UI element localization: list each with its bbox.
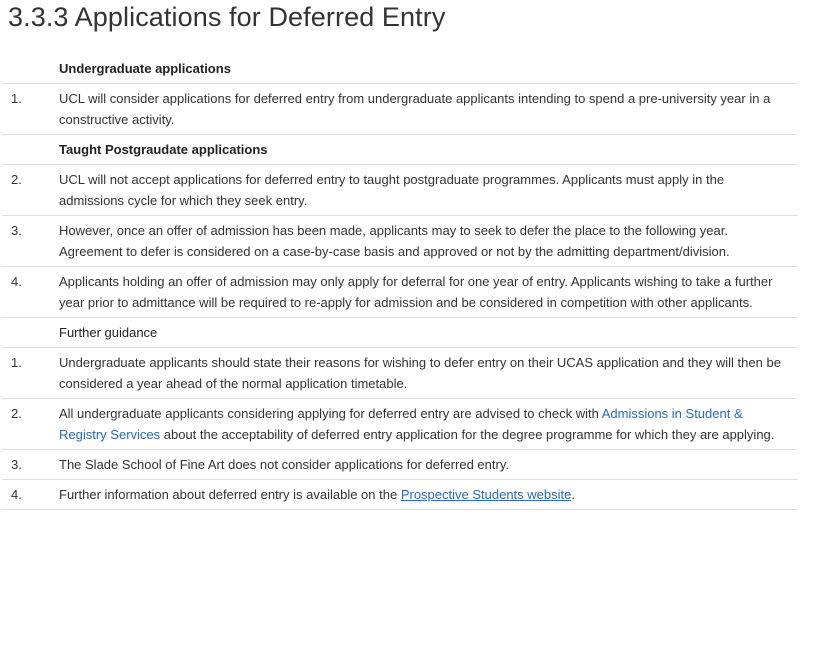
row-text-after: . xyxy=(571,487,575,502)
page-title: 3.3.3 Applications for Deferred Entry xyxy=(8,2,446,32)
row-text: The Slade School of Fine Art does not consider applications for deferred entry. xyxy=(59,450,797,480)
row-text: Applicants holding an offer of admission may only apply for deferral for one year of entry. Applicants wishing to take a further year prior to admittance will be required to re-apply for admission and be considered in competition with other applicants. xyxy=(59,267,797,318)
row-number-empty xyxy=(2,54,59,84)
row-text: UCL will consider applications for deferred entry from undergraduate applicants intending to spend a pre-university year in a constructive activity. xyxy=(59,84,797,135)
row-number: 4. xyxy=(2,480,59,510)
row-text xyxy=(59,480,797,510)
row-text-before: Further information about deferred entry is available on the xyxy=(59,487,401,502)
section-heading-undergraduate: Undergraduate applications xyxy=(59,54,797,84)
row-number-empty xyxy=(2,318,59,348)
row-text: However, once an offer of admission has been made, applicants may to seek to defer the place to the following year. Agreement to defer is considered on a case-by-case basis and approved or not by the admitting department/division. xyxy=(59,216,797,267)
prospective-students-link[interactable]: Prospective Students website xyxy=(400,487,572,502)
table-row xyxy=(2,216,797,267)
table-row xyxy=(2,267,797,318)
row-text-after: about the acceptability of deferred entry application for the degree programme for which they are applying. xyxy=(160,427,775,442)
row-number: 3. xyxy=(2,450,59,480)
row-text: Undergraduate applicants should state their reasons for wishing to defer entry on their UCAS application and they will then be considered a year ahead of the normal application timetable. xyxy=(59,348,797,399)
row-text: UCL will not accept applications for deferred entry to taught postgraduate programmes. Applicants must apply in the admissions cycle for which they seek entry. xyxy=(59,165,797,216)
row-number: 1. xyxy=(2,84,59,135)
table-row xyxy=(2,84,797,135)
table-row xyxy=(2,450,797,480)
table-row xyxy=(2,348,797,399)
row-text-before: All undergraduate applicants considering applying for deferred entry are advised to check with xyxy=(59,406,602,421)
section-heading-further-guidance: Further guidance xyxy=(59,318,797,348)
table-row xyxy=(2,399,797,450)
table-row xyxy=(2,165,797,216)
deferred-entry-policy-table xyxy=(2,54,797,510)
section-heading-taught-postgraduate: Taught Postgraudate applications xyxy=(59,135,797,165)
row-number: 2. xyxy=(2,399,59,450)
section-heading-row xyxy=(2,135,797,165)
row-number: 4. xyxy=(2,267,59,318)
table-row xyxy=(2,480,797,510)
row-number: 2. xyxy=(2,165,59,216)
section-heading-row xyxy=(2,318,797,348)
row-number: 1. xyxy=(2,348,59,399)
admissions-link[interactable]: Admissions in Student & Registry Services xyxy=(59,406,743,442)
row-number-empty xyxy=(2,135,59,165)
row-number: 3. xyxy=(2,216,59,267)
row-text xyxy=(59,399,797,450)
section-heading-row xyxy=(2,54,797,84)
